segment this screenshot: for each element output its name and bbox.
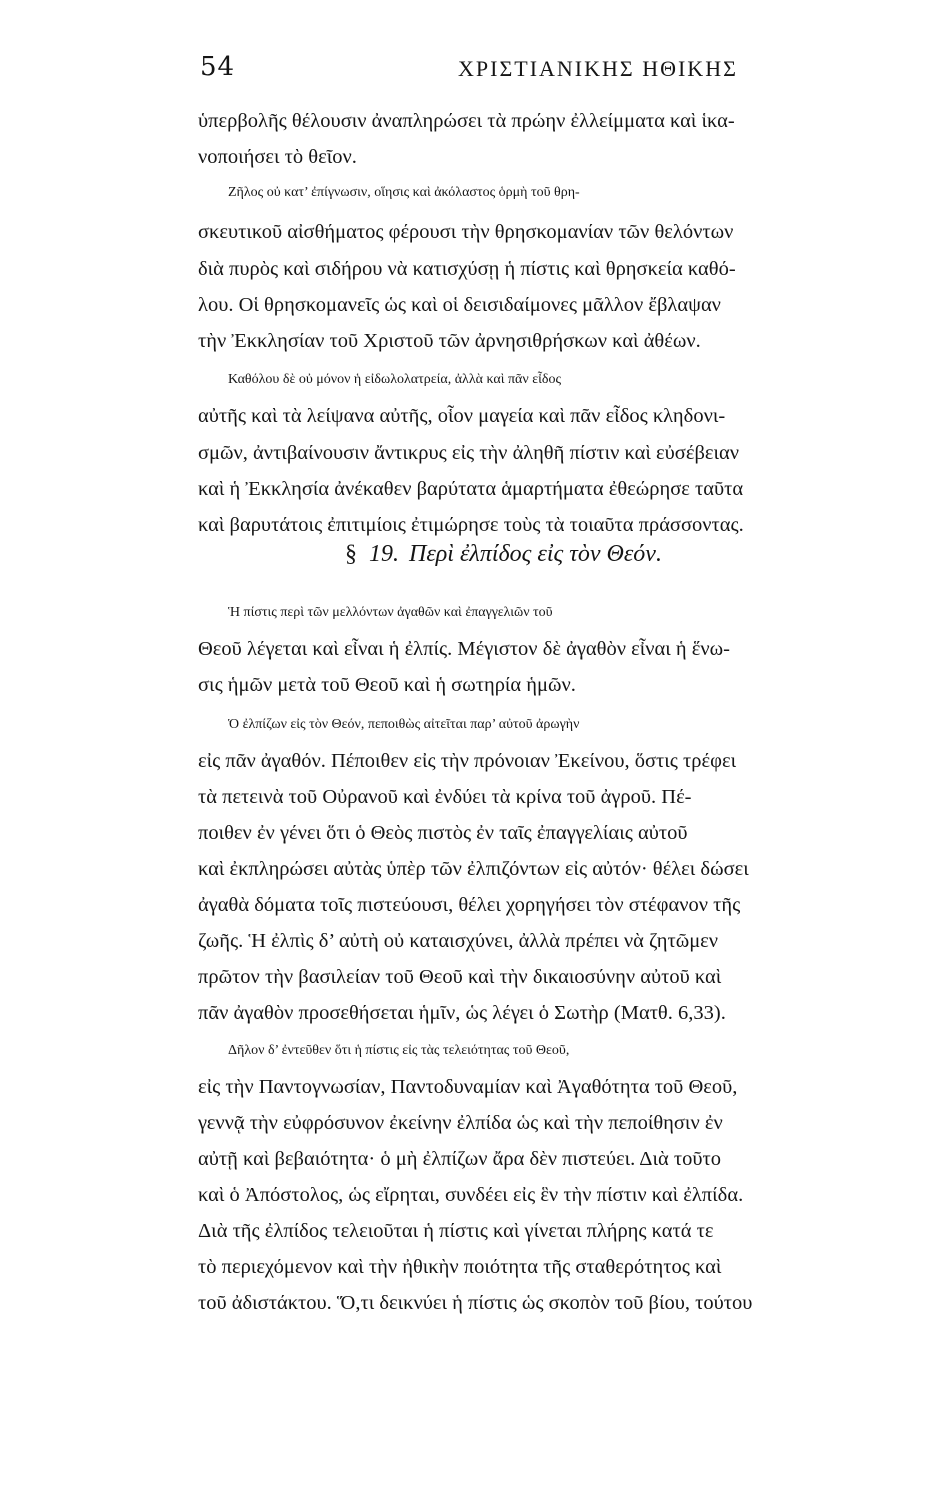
text-line: σις ἡμῶν μετὰ τοῦ Θεοῦ καὶ ἡ σωτηρία ἡμῶν.	[198, 674, 576, 696]
text-line: Θεοῦ λέγεται καὶ εἶναι ἡ ἐλπίς. Μέγιστον δὲ ἀγαθὸν εἶναι ἡ ἕνω-	[198, 638, 730, 660]
text-line: πρῶτον τὴν βασιλείαν τοῦ Θεοῦ καὶ τὴν δικαιοσύνην αὐτοῦ καὶ	[198, 966, 722, 988]
text-line: εἰς πᾶν ἀγαθόν. Πέποιθεν εἰς τὴν πρόνοιαν Ἐκείνου, ὅστις τρέφει	[198, 750, 737, 772]
text-line: Ὁ ἐλπίζων εἰς τὸν Θεόν, πεποιθὼς αἰτεῖται παρ’ αὐτοῦ ἀρωγὴν	[228, 717, 580, 732]
section-heading	[345, 541, 662, 568]
text-line: καὶ βαρυτάτοις ἐπιτιμίοις ἐτιμώρησε τοὺς τὰ τοιαῦτα πράσσοντας.	[198, 514, 744, 536]
running-head: ΧΡΙΣΤΙΑΝΙΚΗΣ ΗΘΙΚΗΣ	[458, 56, 738, 81]
text-line: καὶ ἐκπληρώσει αὐτὰς ὑπὲρ τῶν ἐλπιζόντων εἰς αὐτόν· θέλει δώσει	[198, 858, 749, 880]
text-line: γεννᾷ τὴν εὐφρόσυνον ἐκείνην ἐλπίδα ὡς καὶ τὴν πεποίθησιν ἐν	[198, 1112, 723, 1134]
text-line: λου. Οἱ θρησκομανεῖς ὡς καὶ οἱ δεισιδαίμονες μᾶλλον ἔβλαψαν	[198, 294, 721, 316]
text-line: σμῶν, ἀντιβαίνουσιν ἄντικρυς εἰς τὴν ἀληθῆ πίστιν καὶ εὐσέβειαν	[198, 442, 740, 464]
text-line: διὰ πυρὸς καὶ σιδήρου νὰ κατισχύσῃ ἡ πίστις καὶ θρησκεία καθό-	[198, 258, 736, 280]
text-line: ζωῆς. Ἡ ἐλπὶς δ’ αὐτὴ οὐ καταισχύνει, ἀλλὰ πρέπει νὰ ζητῶμεν	[198, 930, 719, 952]
text-line: ποιθεν ἐν γένει ὅτι ὁ Θεὸς πιστὸς ἐν ταῖς ἐπαγγελίαις αὐτοῦ	[198, 822, 688, 844]
text-line: τὴν Ἐκκλησίαν τοῦ Χριστοῦ τῶν ἀρνησιθρήσκων καὶ ἀθέων.	[198, 330, 701, 352]
text-line: τοῦ ἀδιστάκτου. Ὅ,τι δεικνύει ἡ πίστις ὡς σκοπὸν τοῦ βίου, τούτου	[198, 1292, 753, 1314]
text-line: Διὰ τῆς ἐλπίδος τελειοῦται ἡ πίστις καὶ γίνεται πλήρης κατά τε	[198, 1220, 714, 1242]
text-line: τὸ περιεχόμενον καὶ τὴν ἠθικὴν ποιότητα τῆς σταθερότητος καὶ	[198, 1256, 722, 1278]
text-line: Καθόλου δὲ οὐ μόνον ἡ εἰδωλολατρεία, ἀλλὰ καὶ πᾶν εἶδος	[228, 372, 562, 387]
text-line: ὑπερβολῆς θέλουσιν ἀναπληρώσει τὰ πρώην ἐλλείμματα καὶ ἱκα-	[198, 110, 735, 132]
section-symbol: §	[345, 541, 357, 567]
text-line: καὶ ἡ Ἐκκλησία ἀνέκαθεν βαρύτατα ἁμαρτήματα ἐθεώρησε ταῦτα	[198, 478, 744, 500]
text-line: πᾶν ἀγαθὸν προσεθήσεται ἡμῖν, ὡς λέγει ὁ Σωτὴρ (Ματθ. 6,33).	[198, 1002, 726, 1024]
text-line: εἰς τὴν Παντογνωσίαν, Παντοδυναμίαν καὶ Ἀγαθότητα τοῦ Θεοῦ,	[198, 1076, 738, 1098]
text-line: σκευτικοῦ αἰσθήματος φέρουσι τὴν θρησκομανίαν τῶν θελόντων	[198, 221, 734, 243]
text-line: αὐτῇ καὶ βεβαιότητα· ὁ μὴ ἐλπίζων ἄρα δὲν πιστεύει. Διὰ τοῦτο	[198, 1148, 721, 1170]
page-number: 54	[200, 52, 236, 82]
text-line: Δῆλον δ’ ἐντεῦθεν ὅτι ἡ πίστις εἰς τὰς τελειότητας τοῦ Θεοῦ,	[228, 1043, 570, 1058]
text-line: Ζῆλος οὐ κατ’ ἐπίγνωσιν, οἵησις καὶ ἀκόλαστος ὁρμὴ τοῦ θρη-	[228, 185, 580, 200]
text-line: αὐτῆς καὶ τὰ λείψανα αὐτῆς, οἷον μαγεία καὶ πᾶν εἶδος κληδονι-	[198, 405, 726, 427]
section-number: 19.	[369, 541, 399, 567]
text-line: τὰ πετεινὰ τοῦ Οὐρανοῦ καὶ ἐνδύει τὰ κρίνα τοῦ ἀγροῦ. Πέ-	[198, 786, 692, 808]
text-line: καὶ ὁ Ἀπόστολος, ὡς εἴρηται, συνδέει εἰς ἓν τὴν πίστιν καὶ ἐλπίδα.	[198, 1184, 744, 1206]
text-line: νοποιήσει τὸ θεῖον.	[198, 146, 357, 168]
page-header	[200, 52, 880, 92]
section-title: Περὶ ἐλπίδος εἰς τὸν Θεόν.	[409, 541, 662, 567]
text-line: ἀγαθὰ δόματα τοῖς πιστεύουσι, θέλει χορηγήσει τὸν στέφανον τῆς	[198, 894, 741, 916]
text-line: Ἡ πίστις περὶ τῶν μελλόντων ἀγαθῶν καὶ ἐπαγγελιῶν τοῦ	[228, 605, 553, 620]
